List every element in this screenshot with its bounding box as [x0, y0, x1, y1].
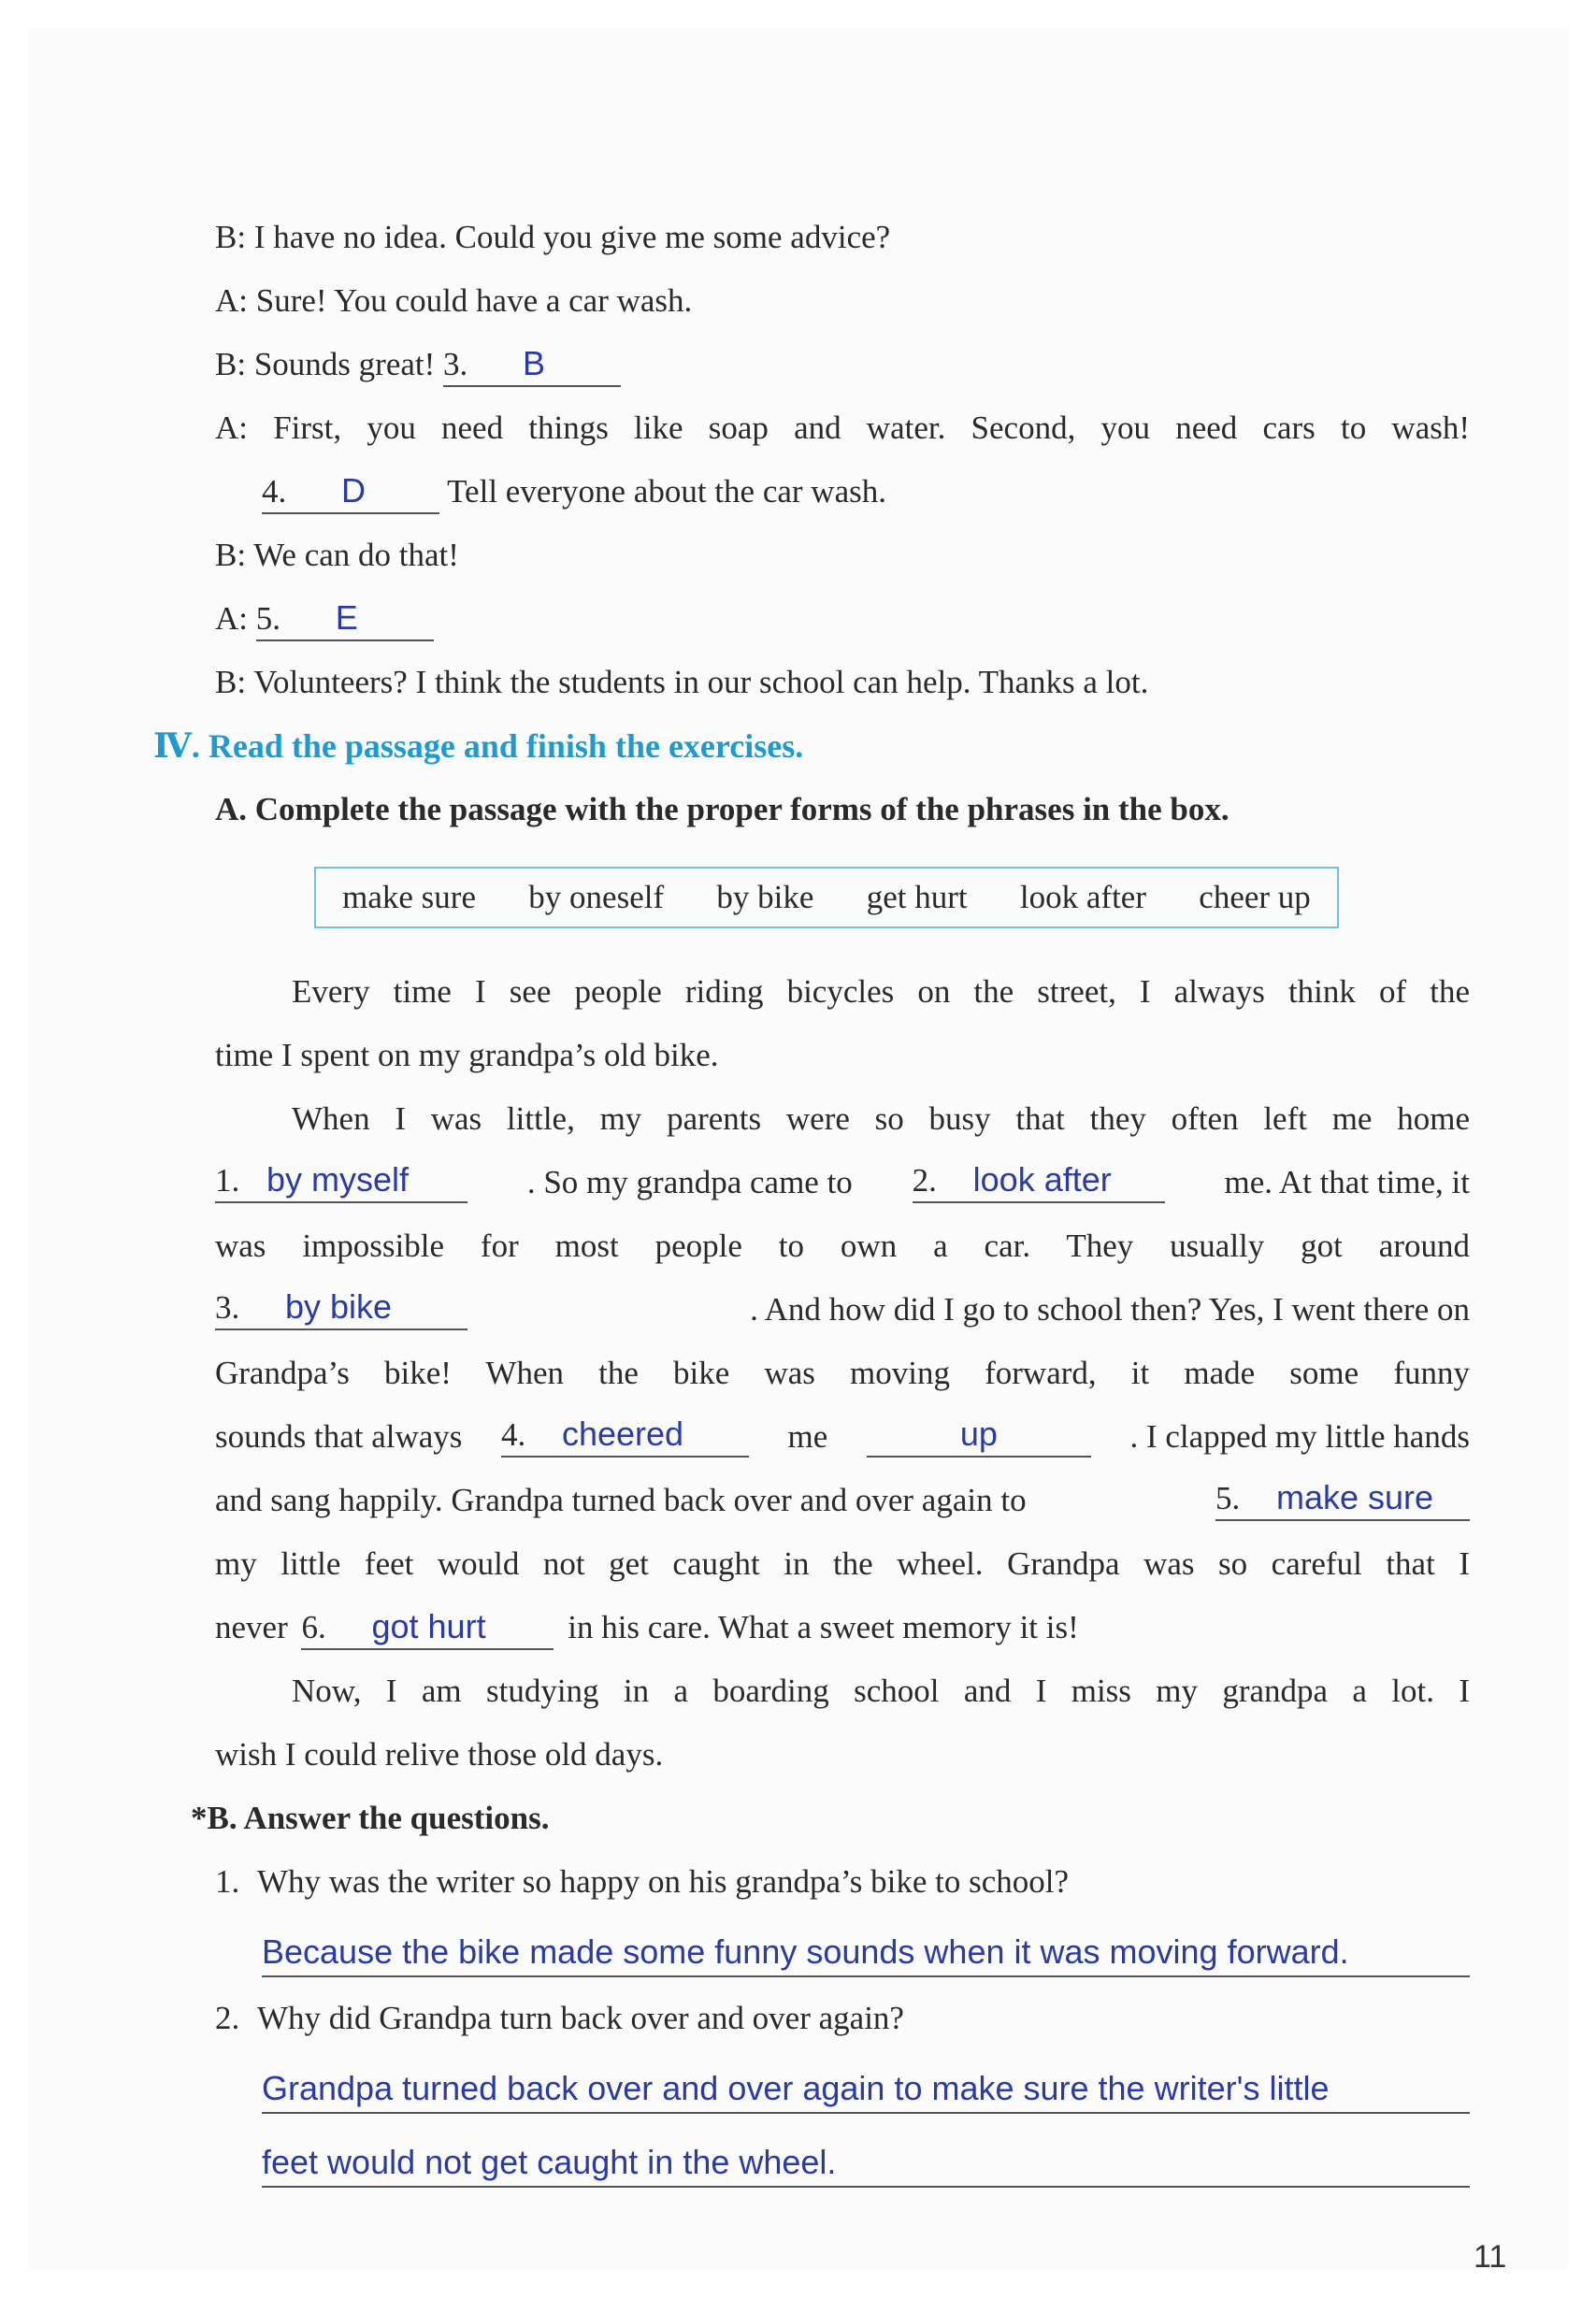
question-number: 1.: [215, 1863, 240, 1900]
dialogue-line-2: [215, 279, 692, 323]
dialogue-line-7: [215, 596, 434, 641]
dialogue-text: We can do that!: [253, 537, 459, 573]
passage-line: [215, 1287, 1470, 1332]
passage-text: me: [787, 1418, 828, 1455]
dialogue-text: Volunteers? I think the students in our school can help. Thanks a lot.: [253, 664, 1149, 700]
dialogue-line-8: [215, 660, 1148, 705]
blank-answer: cheered: [561, 1415, 684, 1453]
answer-blank-p4b[interactable]: [867, 1415, 1091, 1458]
passage-line: my little feet would not get caught in the wheel. Grandpa was so careful that I: [215, 1545, 1470, 1582]
dialogue-text: Sure! You could have a car wash.: [255, 282, 693, 319]
passage-text: . So my grandpa came to: [526, 1164, 853, 1200]
passage-text: and sang happily. Grandpa turned back over and over again to: [215, 1482, 1027, 1518]
blank-answer: B: [523, 344, 546, 382]
answer-blank-p2[interactable]: [913, 1160, 1165, 1203]
blank-number: 4.: [500, 1416, 526, 1453]
blank-answer: look after: [972, 1160, 1112, 1199]
answer-blank-p5[interactable]: [1215, 1478, 1470, 1521]
blank-number: 1.: [215, 1162, 240, 1199]
question-1: [215, 1860, 1069, 1904]
answer-blank-p4[interactable]: [501, 1415, 749, 1458]
question-2: [215, 1996, 904, 2041]
dialogue-line-1: [215, 215, 890, 260]
speaker-label: B:: [215, 664, 247, 700]
dialogue-line-6: [215, 533, 459, 578]
passage-text: . And how did I go to school then? Yes, I went there on: [750, 1291, 1470, 1328]
answer-blank-p1[interactable]: [215, 1160, 467, 1203]
workbook-page: [28, 28, 1568, 2275]
section-number: Ⅳ.: [153, 727, 200, 765]
blank-number: 4.: [262, 473, 287, 510]
question-number: 2.: [215, 2000, 240, 2036]
passage-line: Grandpa’s bike! When the bike was moving forward, it made some funny: [215, 1355, 1470, 1391]
passage-line: [215, 1160, 1470, 1205]
dialogue-line-4: [215, 406, 1470, 451]
blank-number: 3.: [443, 346, 468, 382]
passage-line: was impossible for most people to own a car. They usually got around: [215, 1228, 1470, 1264]
speaker-label: A:: [215, 409, 248, 446]
passage-line: time I spent on my grandpa’s old bike.: [215, 1037, 719, 1073]
question-text: Why was the writer so happy on his grandpa’s bike to school?: [257, 1863, 1070, 1900]
answer-blank-3[interactable]: [443, 344, 621, 387]
phrase-item: by oneself: [528, 879, 665, 915]
question-text: Why did Grandpa turn back over and over again?: [257, 2000, 904, 2036]
speaker-label: B:: [215, 346, 247, 382]
section-title: Read the passage and finish the exercises.: [208, 727, 804, 765]
phrase-item: get hurt: [866, 879, 968, 915]
section-4-heading: [153, 724, 803, 768]
blank-number: 5.: [1215, 1480, 1241, 1516]
part-b-heading: *B. Answer the questions.: [191, 1800, 550, 1836]
passage-line: Now, I am studying in a boarding school and I miss my grandpa a lot. I: [292, 1673, 1470, 1709]
blank-answer: E: [335, 598, 358, 637]
blank-answer: make sure: [1276, 1478, 1434, 1516]
phrase-item: make sure: [342, 879, 476, 915]
dialogue-text: First, you need things like soap and water. Second, you need cars to wash!: [273, 409, 1471, 446]
answer-blank-5[interactable]: [256, 598, 434, 641]
blank-answer: by bike: [285, 1287, 393, 1326]
passage-text: . I clapped my little hands: [1129, 1418, 1470, 1455]
speaker-label: B:: [215, 537, 247, 573]
phrase-item: look after: [1019, 879, 1146, 915]
dialogue-text: Sounds great!: [253, 346, 436, 382]
answer-blank-p6[interactable]: [301, 1607, 554, 1650]
dialogue-line-5: [262, 469, 886, 514]
passage-line: Every time I see people riding bicycles on the street, I always think of the: [292, 973, 1470, 1010]
passage-line: wish I could relive those old days.: [215, 1736, 664, 1773]
phrase-item: cheer up: [1199, 879, 1311, 915]
part-a-instruction: A. Complete the passage with the proper forms of the phrases in the box.: [215, 791, 1229, 827]
answer-blank-4[interactable]: [262, 471, 439, 514]
passage-line: When I was little, my parents were so busy that they often left me home: [292, 1100, 1470, 1137]
answer-line-1[interactable]: Because the bike made some funny sounds when it was moving forward.: [262, 1929, 1470, 1977]
dialogue-line-3: [215, 342, 621, 387]
passage-line: [215, 1605, 1079, 1650]
blank-answer: D: [341, 471, 366, 510]
dialogue-text: Tell everyone about the car wash.: [447, 473, 886, 510]
passage-line: [215, 1478, 1470, 1523]
answer-line-2a[interactable]: Grandpa turned back over and over again to make sure the writer's little: [262, 2065, 1470, 2114]
blank-number: 6.: [301, 1609, 326, 1645]
blank-number: 2.: [912, 1162, 937, 1199]
answer-line-2b[interactable]: feet would not get caught in the wheel.: [262, 2139, 1470, 2188]
speaker-label: B:: [215, 219, 247, 255]
dialogue-text: I have no idea. Could you give me some advice?: [253, 219, 891, 255]
speaker-label: A:: [215, 600, 248, 637]
passage-text: never: [215, 1609, 288, 1645]
passage-text: in his care. What a sweet memory it is!: [568, 1609, 1079, 1645]
phrase-item: by bike: [716, 879, 814, 915]
page-number: 11: [1474, 2239, 1507, 2275]
blank-answer: up: [959, 1415, 998, 1453]
passage-text: sounds that always: [215, 1418, 463, 1455]
blank-number: 5.: [255, 600, 280, 637]
passage-line: [215, 1415, 1470, 1459]
blank-number: 3.: [215, 1289, 240, 1326]
passage-text: me. At that time, it: [1224, 1164, 1470, 1200]
speaker-label: A:: [215, 282, 248, 319]
blank-answer: by myself: [266, 1160, 410, 1199]
answer-blank-p3[interactable]: [215, 1287, 467, 1330]
phrase-box: [314, 867, 1339, 928]
blank-answer: got hurt: [371, 1607, 486, 1645]
